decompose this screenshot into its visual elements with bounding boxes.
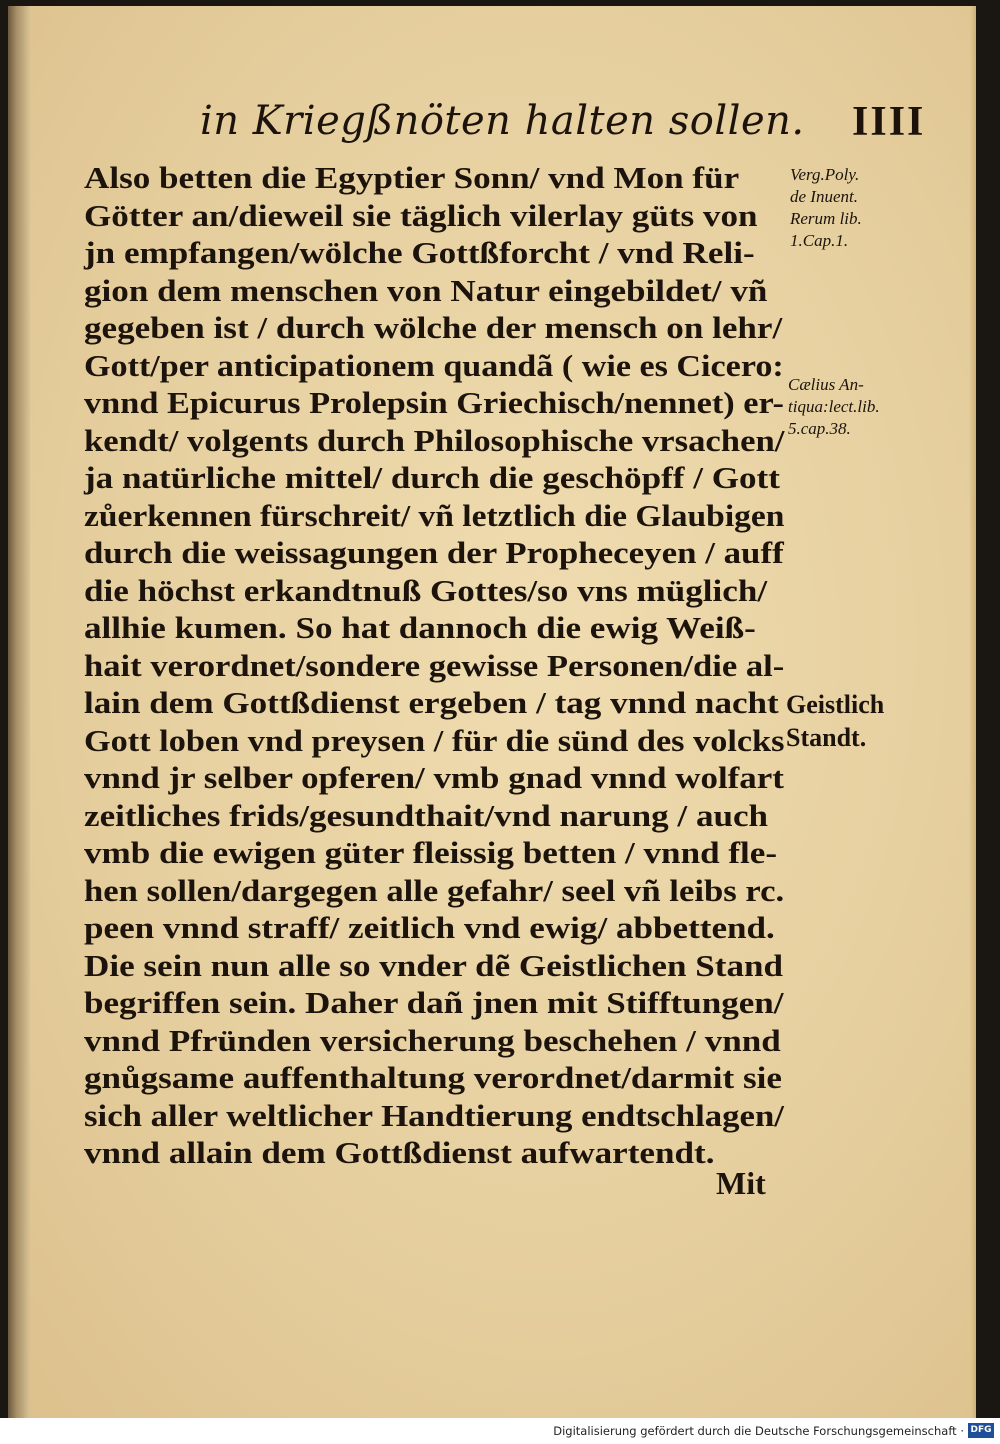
marginal-note-caelius — [788, 374, 880, 440]
text-line: vnnd allain dem Gottßdienst aufwartendt. — [84, 1136, 715, 1170]
text-line: jn empfangen/wölche Gottßforcht / vnd Reli- — [84, 236, 755, 270]
marginal-line: Cælius An- — [788, 375, 864, 394]
marginal-line: Rerum lib. — [790, 209, 862, 228]
digitization-footer — [0, 1418, 1000, 1444]
text-line: Also betten die Egyptier Sonn/ vnd Mon für — [84, 161, 740, 195]
text-line: die höchst erkandtnuß Gottes/so vns müglich/ — [84, 573, 768, 608]
text-line: vmb die ewigen güter fleissig betten / vnnd fle- — [84, 836, 778, 870]
text-line: allhie kumen. So hat dannoch die ewig Weiß- — [84, 611, 756, 645]
text-line: zůerkennen fürschreit/ vñ letztlich die Glaubigen — [84, 498, 785, 533]
text-line: Die sein nun alle so vnder dẽ Geistlichen Stand — [84, 948, 784, 983]
text-line: vnnd Epicurus Prolepsin Griechisch/nennet) er- — [84, 386, 784, 420]
text-line: lain dem Gottßdienst ergeben / tag vnnd nacht — [84, 686, 779, 720]
text-line: kendt/ volgents durch Philosophische vrsachen/ — [84, 423, 785, 458]
dfg-logo: DFG — [968, 1423, 994, 1438]
text-line: hen sollen/dargegen alle gefahr/ seel vñ leibs rc. — [84, 873, 785, 908]
text-line: Götter an/dieweil sie täglich vilerlay güts von — [84, 198, 758, 233]
marginal-line: 5.cap.38. — [788, 419, 851, 438]
text-line: sich aller weltlicher Handtierung endtschlagen/ — [84, 1098, 784, 1133]
marginal-note-vergil — [790, 164, 862, 252]
folio-number: IIII — [852, 99, 926, 145]
text-line: ja natürliche mittel/ durch die geschöpff / Gott — [84, 461, 780, 495]
running-head: in Kriegßnöten halten sollen. — [200, 98, 805, 144]
page-edge — [970, 6, 976, 1418]
marginal-line: tiqua:lect.lib. — [788, 397, 880, 416]
marginal-line: 1.Cap.1. — [790, 231, 849, 250]
text-line: hait verordnet/sondere gewisse Personen/die al- — [84, 648, 785, 683]
marginal-line: de Inuent. — [790, 187, 858, 206]
text-line: zeitliches frids/gesundthait/vnd narung / auch — [84, 798, 769, 833]
marginal-line: Geistlich — [786, 690, 885, 719]
catchword: Mit — [716, 1165, 766, 1201]
page-gutter — [8, 6, 30, 1418]
marginal-line: Verg.Poly. — [790, 165, 860, 184]
body-text — [84, 160, 786, 1173]
text-line: Gott loben vnd preysen / für die sünd des volcks — [84, 723, 785, 758]
text-line: peen vnnd straff/ zeitlich vnd ewig/ abbettend. — [84, 911, 775, 945]
footer-credit: Digitalisierung gefördert durch die Deutsche Forschungsgemeinschaft · — [553, 1424, 964, 1438]
text-line: gion dem menschen von Natur eingebildet/ vñ — [84, 273, 768, 308]
text-line: gegeben ist / durch wölche der mensch on lehr/ — [84, 311, 783, 345]
text-line: begriffen sein. Daher dañ jnen mit Stifftungen/ — [84, 986, 784, 1020]
text-line: gnůgsame auffenthaltung verordnet/darmit sie — [84, 1061, 782, 1095]
marginal-note-geistlich — [786, 688, 884, 754]
text-line: vnnd Pfründen versicherung beschehen / vnnd — [84, 1023, 781, 1058]
text-line: durch die weissagungen der Propheceyen / auff — [84, 536, 784, 570]
text-line: vnnd jr selber opferen/ vmb gnad vnnd wolfart — [84, 761, 784, 795]
marginal-line: Standt. — [786, 723, 867, 752]
text-line: Gott/per anticipationem quandã ( wie es Cicero: — [84, 348, 784, 383]
